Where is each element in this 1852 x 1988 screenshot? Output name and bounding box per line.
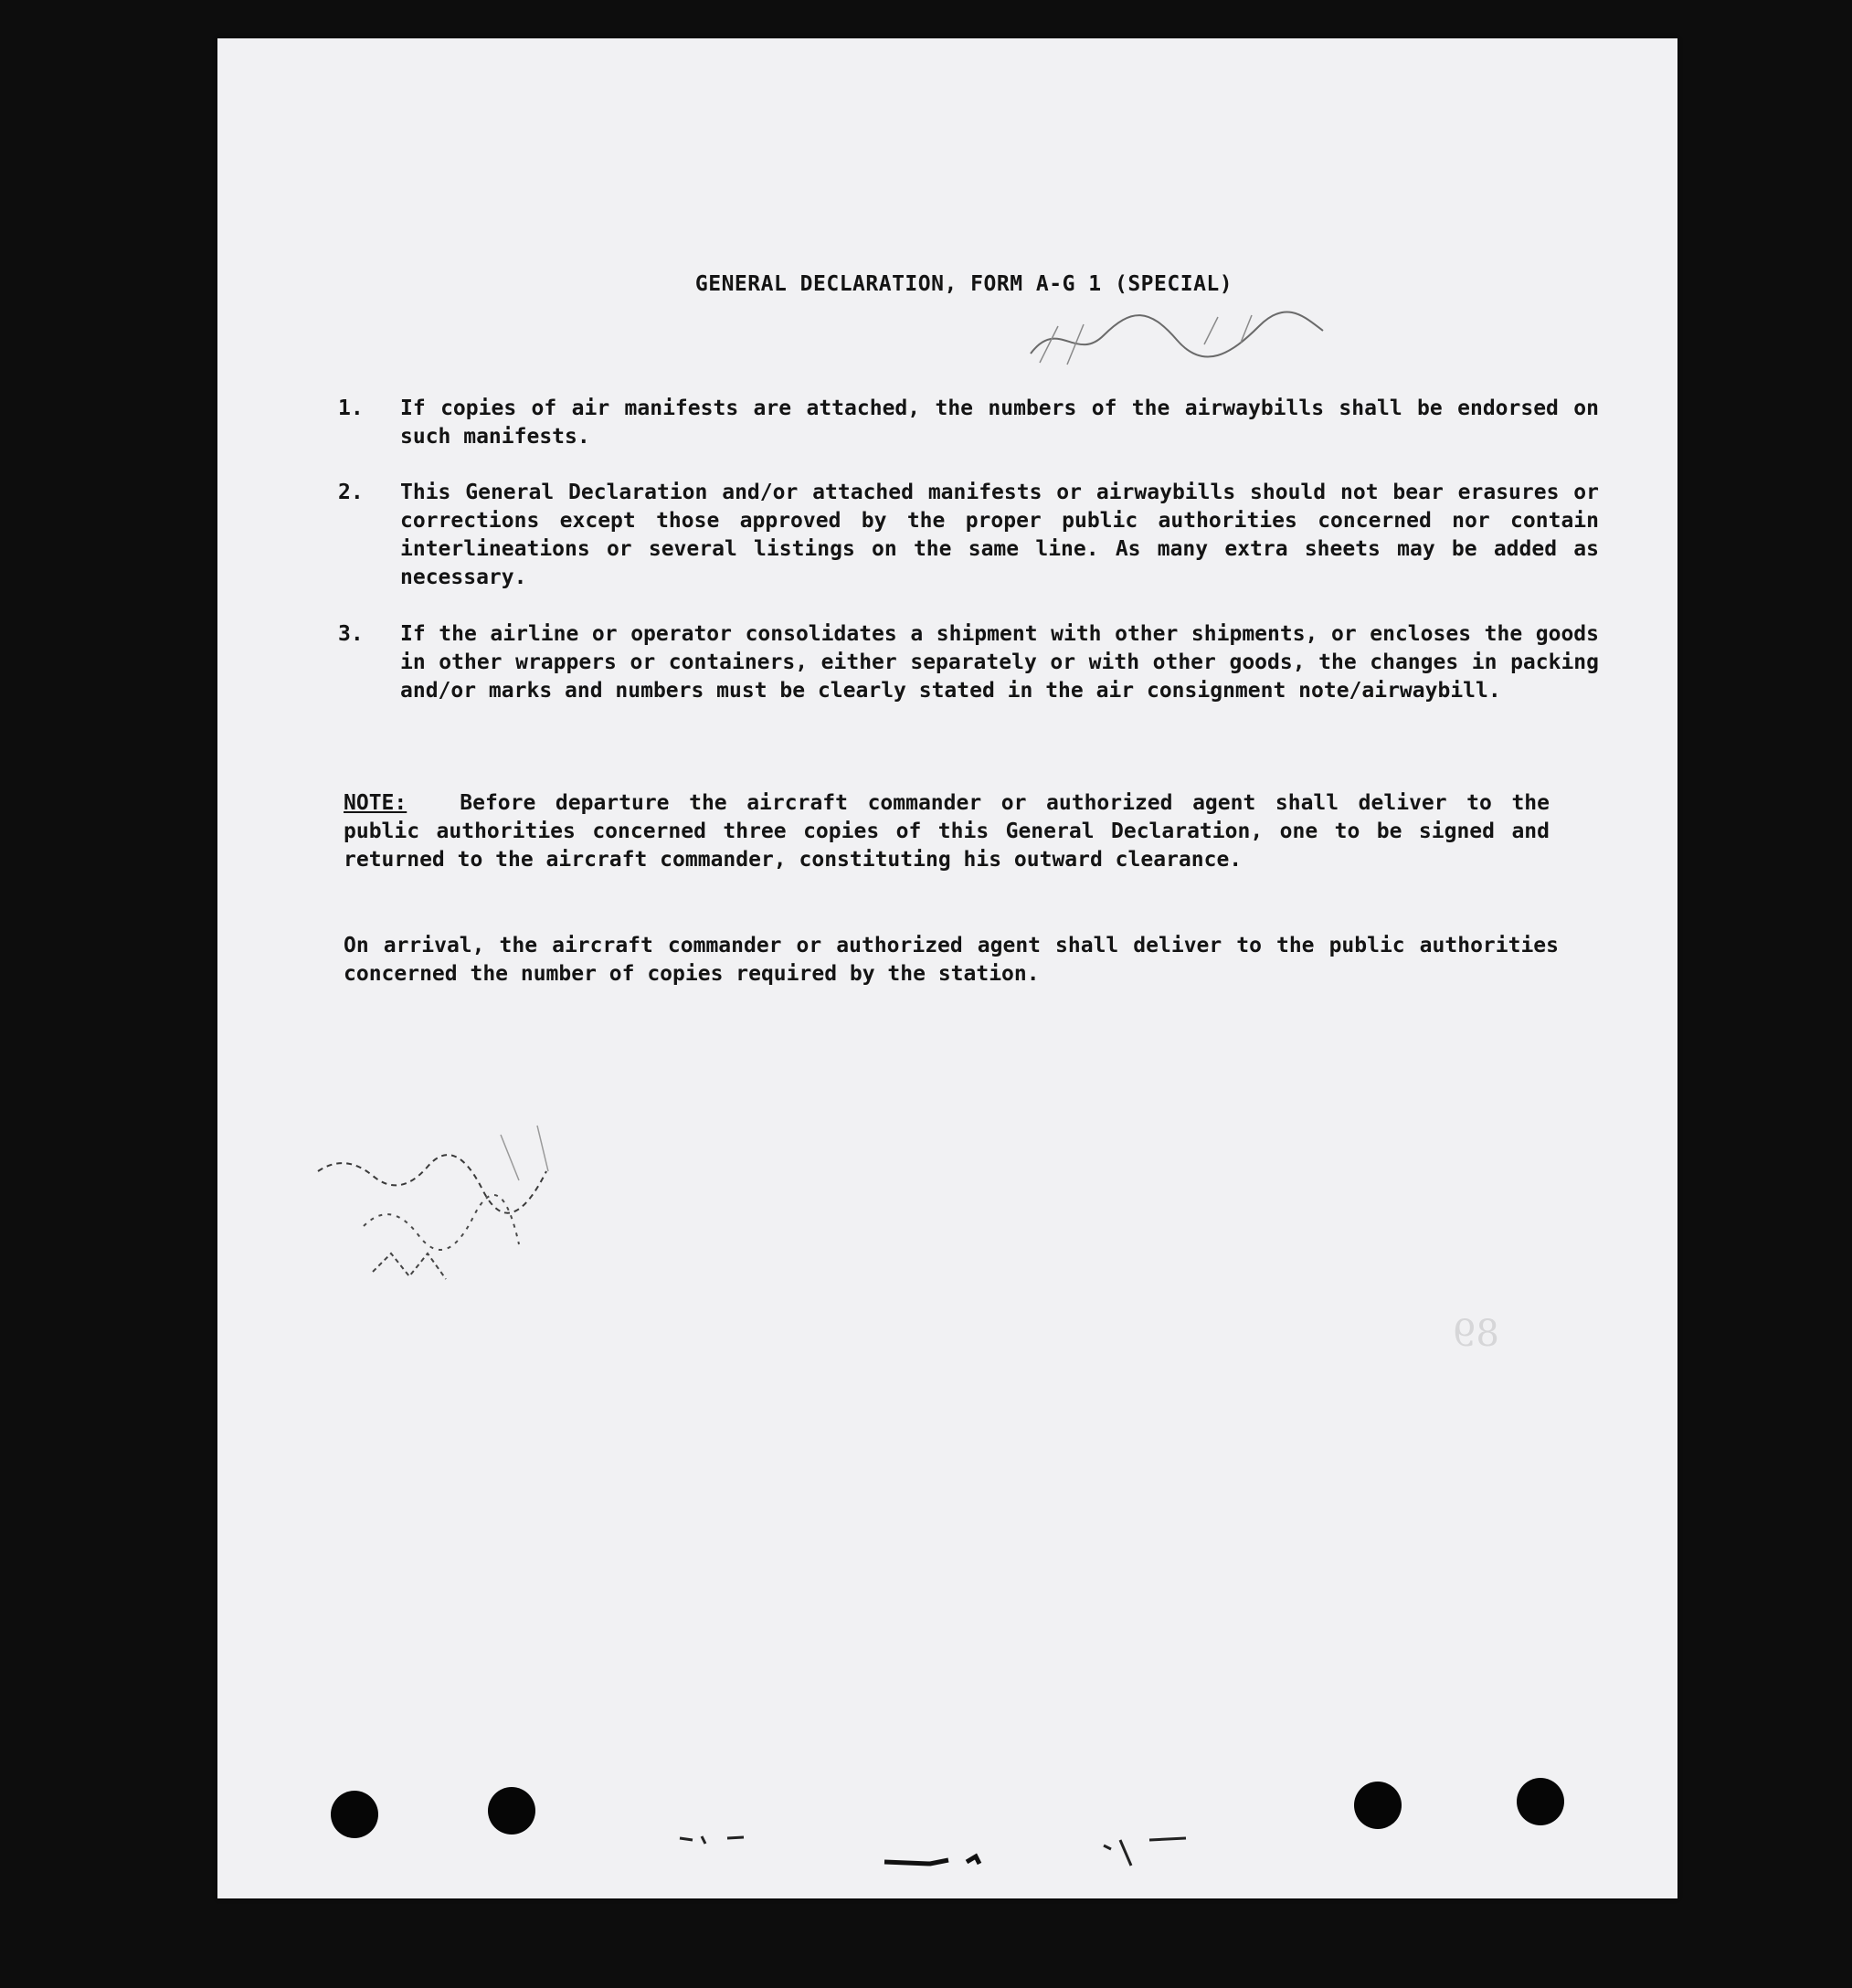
item-text: This General Declaration and/or attached manifests or airwaybills should not bear erasures or corrections except those approved by the proper public authorities concerned nor contain interlineations or several listings on the same line. As many extra sheets may be added as necessary. — [400, 481, 1599, 589]
punch-hole — [1517, 1778, 1564, 1825]
punch-hole — [331, 1791, 378, 1838]
page-title: GENERAL DECLARATION, FORM A-G 1 (SPECIAL) — [694, 272, 1233, 296]
arrival-paragraph: On arrival, the aircraft commander or authorized agent shall deliver to the public authorities concerned the number of copies required by the station. — [344, 934, 1559, 986]
bleed-through-page-number: 89 — [1453, 1313, 1499, 1355]
note-paragraph — [344, 789, 1550, 874]
bottom-edge-marks — [674, 1829, 1423, 1884]
punch-hole — [488, 1787, 535, 1835]
instruction-item-2 — [338, 479, 1599, 592]
handwritten-marks-lower-left — [309, 1116, 610, 1317]
punch-hole — [1354, 1782, 1402, 1829]
instruction-item-3 — [338, 620, 1599, 705]
note-label: NOTE: — [344, 791, 407, 815]
instruction-item-1 — [338, 395, 1599, 451]
item-number: 3. — [338, 622, 364, 646]
note-text: Before departure the aircraft commander or authorized agent shall deliver to the public authorities concerned three copies of this General Declaration, one to be signed and returned to the aircraft commander, constituting his outward clearance. — [344, 791, 1550, 872]
item-number: 1. — [338, 397, 364, 420]
handwritten-scribble-top — [1021, 299, 1332, 381]
item-text: If the airline or operator consolidates a shipment with other shipments, or encloses the goods in other wrappers or containers, either separately or with other goods, the changes in packing and/or marks and numbers must be clearly stated in the air consignment note/airwaybill. — [400, 622, 1599, 703]
item-text: If copies of air manifests are attached, the numbers of the airwaybills shall be endorsed on such manifests. — [400, 397, 1599, 449]
item-number: 2. — [338, 481, 364, 504]
document-page — [217, 38, 1677, 1898]
